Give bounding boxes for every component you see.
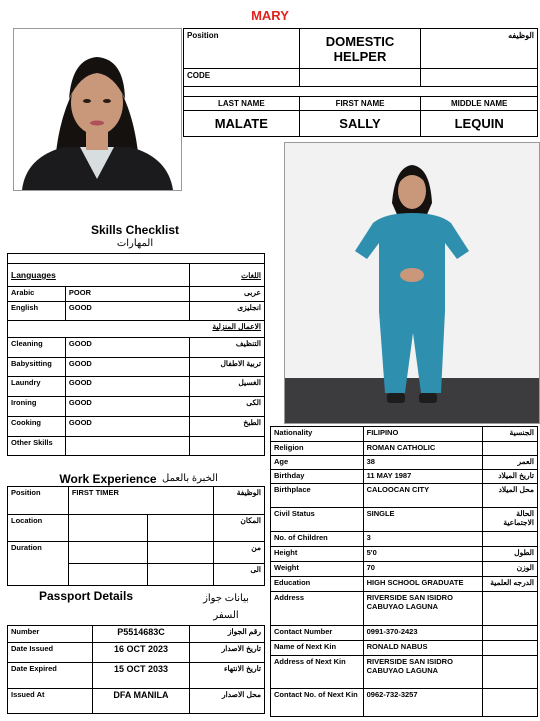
personal-label: Address of Next Kin	[271, 656, 364, 689]
personal-label: Address	[271, 592, 364, 626]
skills-title: Skills Checklist	[90, 223, 180, 237]
passport-label: Number	[8, 626, 93, 643]
skill-label: Cooking	[8, 417, 66, 437]
position-value: DOMESTIC HELPER	[299, 29, 421, 69]
duration-from-2	[148, 542, 214, 564]
personal-arabic	[483, 689, 538, 717]
work-title-arabic: الخبرة بالعمل	[162, 473, 218, 484]
code-label: CODE	[184, 69, 300, 87]
skill-arabic: الغسيل	[190, 377, 265, 397]
skill-value: POOR	[65, 287, 189, 302]
personal-value: 70	[363, 562, 482, 577]
passport-arabic: تاريخ الاصدار	[190, 643, 265, 663]
middle-name-label: MIDDLE NAME	[421, 97, 538, 111]
location-label: Location	[8, 515, 69, 542]
personal-arabic	[483, 592, 538, 626]
skill-value: GOOD	[65, 338, 189, 358]
personal-arabic: الجنسية	[483, 427, 538, 442]
languages-arabic: اللغات	[190, 264, 265, 287]
first-name-label: FIRST NAME	[299, 97, 421, 111]
personal-arabic: محل الميلاد	[483, 484, 538, 508]
duration-from-1	[68, 542, 148, 564]
code-value	[299, 69, 421, 87]
last-name-value: MALATE	[184, 111, 300, 137]
full-body-photo	[284, 142, 540, 424]
personal-value: 0962-732-3257	[363, 689, 482, 717]
passport-value: 16 OCT 2023	[92, 643, 190, 663]
personal-arabic	[483, 626, 538, 641]
skill-arabic: تربية الاطفال	[190, 358, 265, 377]
passport-value: 15 OCT 2033	[92, 663, 190, 689]
duration-to-2	[148, 564, 214, 586]
duration-label: Duration	[8, 542, 69, 586]
personal-label: Birthday	[271, 470, 364, 484]
work-title: Work Experience	[59, 472, 157, 486]
personal-arabic	[483, 656, 538, 689]
skill-arabic: عربى	[190, 287, 265, 302]
personal-arabic: الحالة الاجتماعية	[483, 508, 538, 532]
personal-label: Education	[271, 577, 364, 592]
work-position-value: FIRST TIMER	[68, 487, 213, 515]
skills-table	[7, 253, 265, 456]
passport-value: P5514683C	[92, 626, 190, 643]
personal-value: ROMAN CATHOLIC	[363, 442, 482, 456]
skill-arabic: الكى	[190, 397, 265, 417]
from-arabic: من	[214, 542, 265, 564]
personal-value: RIVERSIDE SAN ISIDRO CABUYAO LAGUNA	[363, 592, 482, 626]
personal-label: No. of Children	[271, 532, 364, 547]
personal-arabic: الطول	[483, 547, 538, 562]
location-cell-2	[148, 515, 214, 542]
personal-value: 5'0	[363, 547, 482, 562]
skill-label: Cleaning	[8, 338, 66, 358]
passport-title-arabic: بيانات جواز السفر	[203, 593, 249, 621]
personal-arabic: العمر	[483, 456, 538, 470]
personal-label: Weight	[271, 562, 364, 577]
skill-value: GOOD	[65, 397, 189, 417]
skill-value: GOOD	[65, 302, 189, 321]
housework-arabic: الاعمال المنزلية	[8, 321, 265, 338]
passport-value: DFA MANILA	[92, 689, 190, 714]
personal-arabic	[483, 641, 538, 656]
languages-label: Languages	[8, 264, 190, 287]
passport-label: Date Expired	[8, 663, 93, 689]
passport-arabic: تاريخ الانتهاء	[190, 663, 265, 689]
passport-label: Date Issued	[8, 643, 93, 663]
personal-value: 38	[363, 456, 482, 470]
header-spacer	[184, 87, 538, 97]
location-cell-1	[68, 515, 148, 542]
middle-name-value: LEQUIN	[421, 111, 538, 137]
skill-arabic: انجليزى	[190, 302, 265, 321]
skill-arabic: التنظيف	[190, 338, 265, 358]
code-extra	[421, 69, 538, 87]
personal-label: Name of Next Kin	[271, 641, 364, 656]
personal-label: Age	[271, 456, 364, 470]
location-arabic: المكان	[214, 515, 265, 542]
position-label: Position	[184, 29, 300, 69]
skill-value: GOOD	[65, 417, 189, 437]
skill-label: Ironing	[8, 397, 66, 417]
skill-value: GOOD	[65, 358, 189, 377]
personal-arabic	[483, 442, 538, 456]
personal-arabic: الدرجه العلمية	[483, 577, 538, 592]
personal-arabic	[483, 532, 538, 547]
skills-title-arabic: المهارات	[116, 238, 154, 249]
personal-label: Contact No. of Next Kin	[271, 689, 364, 717]
personal-value: HIGH SCHOOL GRADUATE	[363, 577, 482, 592]
personal-value: 3	[363, 532, 482, 547]
work-position-arabic: الوظيفة	[214, 487, 265, 515]
first-name-value: SALLY	[299, 111, 421, 137]
passport-arabic: رقم الجواز	[190, 626, 265, 643]
work-table	[7, 486, 265, 586]
personal-label: Height	[271, 547, 364, 562]
personal-label: Religion	[271, 442, 364, 456]
personal-arabic: تاريخ الميلاد	[483, 470, 538, 484]
passport-arabic: محل الاصدار	[190, 689, 265, 714]
header-table	[183, 28, 538, 137]
skill-value	[65, 437, 189, 456]
duration-to-1	[68, 564, 148, 586]
skill-arabic	[190, 437, 265, 456]
personal-value: FILIPINO	[363, 427, 482, 442]
personal-value: 0991-370-2423	[363, 626, 482, 641]
portrait-photo	[13, 28, 182, 191]
last-name-label: LAST NAME	[184, 97, 300, 111]
personal-value: SINGLE	[363, 508, 482, 532]
skill-arabic: الطبخ	[190, 417, 265, 437]
passport-table	[7, 625, 265, 714]
skill-value: GOOD	[65, 377, 189, 397]
personal-value: 11 MAY 1987	[363, 470, 482, 484]
personal-label: Contact Number	[271, 626, 364, 641]
passport-label: Issued At	[8, 689, 93, 714]
skill-label: Other Skills	[8, 437, 66, 456]
personal-value: CALOOCAN CITY	[363, 484, 482, 508]
personal-label: Birthplace	[271, 484, 364, 508]
agency-brand: MARY	[251, 8, 289, 23]
passport-title: Passport Details	[38, 589, 134, 603]
personal-value: RONALD NABUS	[363, 641, 482, 656]
personal-table	[270, 426, 538, 717]
to-arabic: الى	[214, 564, 265, 586]
personal-value: RIVERSIDE SAN ISIDRO CABUYAO LAGUNA	[363, 656, 482, 689]
position-arabic: الوظيفه	[421, 29, 538, 69]
personal-label: Civil Status	[271, 508, 364, 532]
skill-label: Arabic	[8, 287, 66, 302]
skills-spacer	[8, 254, 265, 264]
skill-label: English	[8, 302, 66, 321]
skill-label: Babysitting	[8, 358, 66, 377]
skill-label: Laundry	[8, 377, 66, 397]
personal-label: Nationality	[271, 427, 364, 442]
personal-arabic: الوزن	[483, 562, 538, 577]
work-position-label: Position	[8, 487, 69, 515]
